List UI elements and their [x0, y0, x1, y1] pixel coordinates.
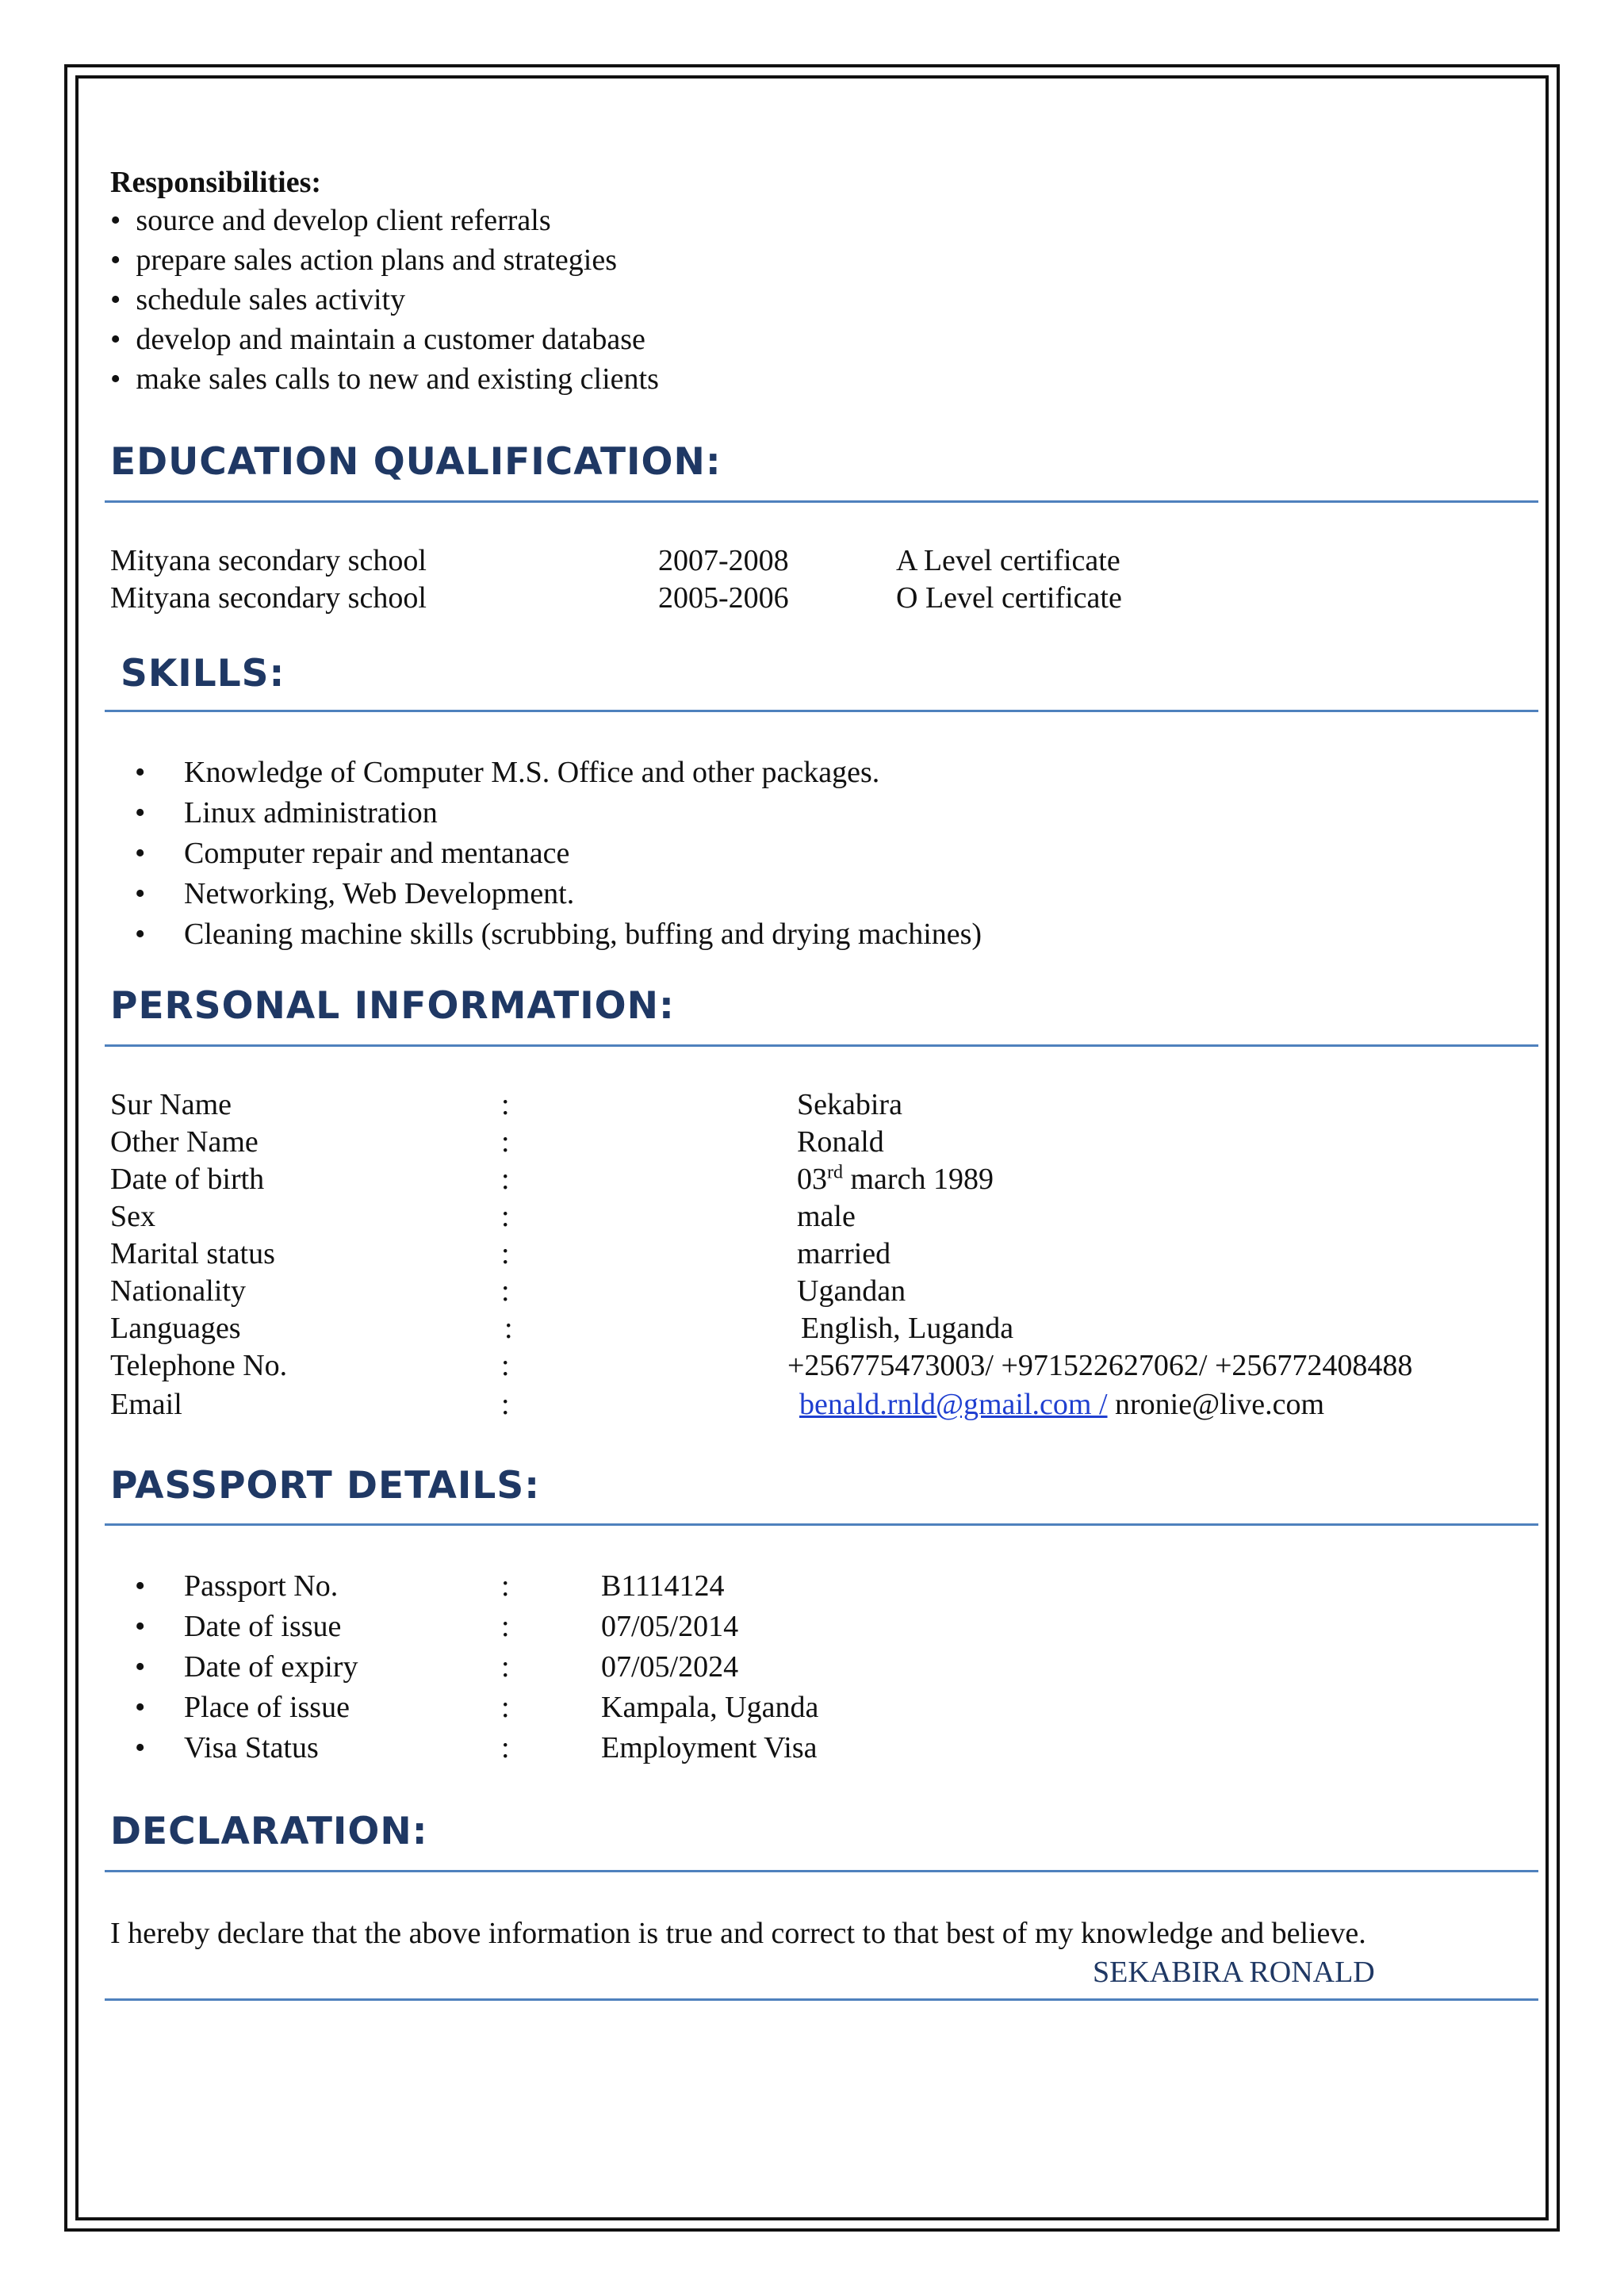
education-award: A Level certificate	[896, 544, 1120, 577]
bullet-icon: •	[135, 877, 146, 910]
separator: :	[501, 1274, 510, 1308]
personal-label: Languages	[110, 1312, 241, 1345]
list-item: Computer repair and mentanace	[184, 837, 570, 870]
passport-label: Date of issue	[184, 1610, 342, 1643]
bullet-icon: •	[110, 362, 121, 396]
personal-label: Date of birth	[110, 1163, 265, 1196]
education-award: O Level certificate	[896, 581, 1122, 615]
personal-label: Sex	[110, 1200, 155, 1233]
declaration-text: I hereby declare that the above information is true and correct to that best of my knowledge and believe.	[110, 1917, 1366, 1950]
list-item: • make sales calls to new and existing clients	[110, 362, 659, 396]
signature-name: SEKABIRA RONALD	[1093, 1956, 1375, 1989]
personal-divider	[105, 1044, 1538, 1047]
personal-value: married	[797, 1237, 891, 1270]
bullet-icon: •	[135, 918, 146, 951]
passport-label: Date of expiry	[184, 1650, 358, 1684]
list-item: • source and develop client referrals	[110, 204, 551, 237]
bullet-icon: •	[135, 796, 146, 829]
passport-value: Kampala, Uganda	[601, 1691, 819, 1724]
bullet-icon: •	[135, 1610, 146, 1643]
passport-value: B1114124	[601, 1569, 725, 1603]
responsibilities-title: Responsibilities:	[110, 166, 322, 199]
personal-value: benald.rnld@gmail.com / nronie@live.com	[799, 1388, 1325, 1421]
education-school: Mityana secondary school	[110, 544, 427, 577]
personal-value: Ronald	[797, 1125, 884, 1159]
personal-label: Other Name	[110, 1125, 259, 1159]
skills-heading: SKILLS:	[121, 652, 285, 695]
passport-divider	[105, 1523, 1538, 1526]
separator: :	[501, 1088, 510, 1121]
education-divider	[105, 500, 1538, 503]
personal-value: Ugandan	[797, 1274, 906, 1308]
education-heading: EDUCATION QUALIFICATION:	[110, 440, 722, 484]
separator: :	[501, 1569, 510, 1603]
bullet-icon: •	[110, 204, 121, 237]
separator: :	[504, 1312, 513, 1345]
email-link[interactable]: benald.rnld@gmail.com /	[799, 1388, 1108, 1421]
bullet-icon: •	[135, 1731, 146, 1764]
personal-value: English, Luganda	[801, 1312, 1014, 1345]
skills-divider	[105, 710, 1538, 712]
passport-label: Place of issue	[184, 1691, 350, 1724]
list-item: Linux administration	[184, 796, 438, 829]
list-item: Knowledge of Computer M.S. Office and other packages.	[184, 756, 880, 789]
bullet-icon: •	[135, 1650, 146, 1684]
personal-heading: PERSONAL INFORMATION:	[110, 984, 675, 1028]
passport-value: 07/05/2014	[601, 1610, 739, 1643]
separator: :	[501, 1731, 510, 1764]
list-item: • develop and maintain a customer database	[110, 323, 645, 356]
bullet-icon: •	[110, 283, 121, 316]
education-years: 2005-2006	[658, 581, 789, 615]
list-item: Networking, Web Development.	[184, 877, 575, 910]
declaration-divider	[105, 1870, 1538, 1872]
bullet-icon: •	[135, 756, 146, 789]
separator: :	[501, 1650, 510, 1684]
passport-label: Passport No.	[184, 1569, 339, 1603]
separator: :	[501, 1125, 510, 1159]
separator: :	[501, 1237, 510, 1270]
personal-label: Telephone No.	[110, 1349, 288, 1382]
bullet-icon: •	[135, 1569, 146, 1603]
personal-label: Sur Name	[110, 1088, 232, 1121]
personal-value: 03rd march 1989	[797, 1162, 994, 1196]
passport-value: Employment Visa	[601, 1731, 818, 1764]
separator: :	[501, 1610, 510, 1643]
bullet-icon: •	[135, 837, 146, 870]
education-years: 2007-2008	[658, 544, 789, 577]
bullet-icon: •	[110, 323, 121, 356]
separator: :	[501, 1349, 510, 1382]
passport-value: 07/05/2024	[601, 1650, 739, 1684]
list-item: • prepare sales action plans and strategies	[110, 243, 618, 277]
separator: :	[501, 1200, 510, 1233]
bullet-icon: •	[135, 1691, 146, 1724]
passport-label: Visa Status	[184, 1731, 319, 1764]
personal-label: Marital status	[110, 1237, 275, 1270]
separator: :	[501, 1388, 510, 1421]
separator: :	[501, 1691, 510, 1724]
personal-value: male	[797, 1200, 856, 1233]
bottom-divider	[105, 1998, 1538, 2001]
personal-value: Sekabira	[797, 1088, 902, 1121]
education-school: Mityana secondary school	[110, 581, 427, 615]
list-item: Cleaning machine skills (scrubbing, buffing and drying machines)	[184, 918, 982, 951]
declaration-heading: DECLARATION:	[110, 1810, 428, 1853]
personal-label: Nationality	[110, 1274, 246, 1308]
personal-value: +256775473003/ +971522627062/ +256772408488	[787, 1349, 1413, 1382]
bullet-icon: •	[110, 243, 121, 277]
list-item: • schedule sales activity	[110, 283, 406, 316]
personal-label: Email	[110, 1388, 182, 1421]
passport-heading: PASSPORT DETAILS:	[110, 1464, 540, 1508]
separator: :	[501, 1163, 510, 1196]
